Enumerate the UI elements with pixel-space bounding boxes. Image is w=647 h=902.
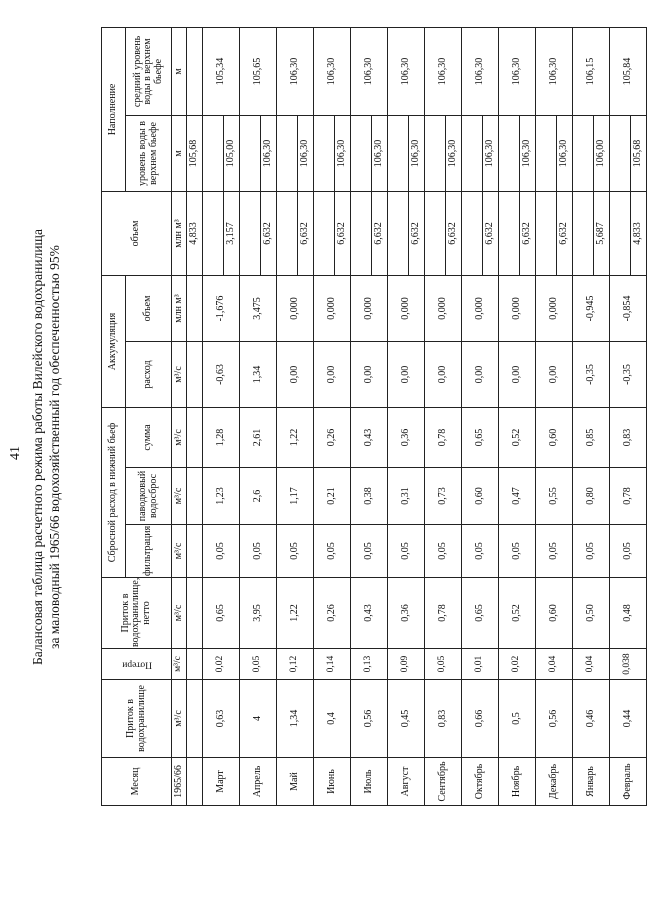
empty-cell [351,191,372,275]
inflow-cell: 0,44 [610,680,647,758]
avg-level-cell: 106,30 [388,27,425,115]
sum-cell: 0,65 [462,407,499,467]
header-water-level: уровень воды в верхнем бьефе [126,115,172,191]
filtration-cell: 0,05 [610,525,647,578]
net-inflow-cell: 1,22 [277,578,314,649]
empty-cell [388,191,409,275]
acc-flow-cell: -0,35 [610,341,647,407]
unit-cell: м³/с [172,578,187,649]
losses-cell: 0,05 [425,649,462,680]
losses-cell: 0,04 [536,649,573,680]
acc-volume-cell: 0,000 [425,275,462,341]
month-row [277,27,298,805]
empty-cell [203,115,224,191]
filtration-cell: 0,05 [425,525,462,578]
sum-cell: 2,61 [240,407,277,467]
sum-cell: 1,28 [203,407,240,467]
empty-cell [187,525,203,578]
acc-volume-cell: 0,000 [536,275,573,341]
month-row [536,27,557,805]
acc-flow-cell: 0,00 [425,341,462,407]
empty-cell [314,191,335,275]
volume-cell: 6,632 [335,191,351,275]
level-cell: 106,30 [298,115,314,191]
net-inflow-cell: 0,50 [573,578,610,649]
header-month: Месяц [102,758,172,806]
volume-cell: 3,157 [224,191,240,275]
losses-cell: 0,12 [277,649,314,680]
filtration-cell: 0,05 [351,525,388,578]
volume-cell: 4,833 [631,191,647,275]
month-row [499,27,520,805]
volume-cell: 4,833 [187,191,203,275]
month-row [573,27,594,805]
avg-level-cell: 106,30 [351,27,388,115]
empty-cell [610,191,631,275]
avg-level-cell: 106,30 [499,27,536,115]
empty-cell [187,407,203,467]
flood-spillway-cell: 0,21 [314,468,351,525]
acc-flow-cell: 1,34 [240,341,277,407]
volume-cell: 6,632 [446,191,462,275]
acc-volume-cell: 0,000 [277,275,314,341]
acc-flow-cell: -0,63 [203,341,240,407]
empty-cell [187,578,203,649]
unit-cell: м³/с [172,525,187,578]
empty-cell [536,191,557,275]
losses-cell: 0,02 [203,649,240,680]
year-label: 1965/66 [172,758,187,806]
losses-cell: 0,02 [499,649,536,680]
month-name: Август [388,758,425,806]
sum-cell: 0,60 [536,407,573,467]
unit-cell: м³/с [172,407,187,467]
unit-cell: м³/с [172,680,187,758]
volume-cell: 5,687 [594,191,610,275]
table-body [187,27,647,805]
level-cell: 106,30 [446,115,462,191]
header-volume: объем [102,191,172,275]
level-cell: 106,30 [557,115,573,191]
net-inflow-cell: 0,60 [536,578,573,649]
flood-spillway-cell: 0,80 [573,468,610,525]
filtration-cell: 0,05 [462,525,499,578]
avg-level-cell: 106,15 [573,27,610,115]
empty-cell [187,27,203,115]
filtration-cell: 0,05 [314,525,351,578]
avg-level-cell: 106,30 [462,27,499,115]
volume-cell: 6,632 [520,191,536,275]
month-name: Май [277,758,314,806]
empty-cell [203,191,224,275]
unit-cell: м [172,27,187,115]
month-row [351,27,372,805]
inflow-cell: 0,5 [499,680,536,758]
sum-cell: 1,22 [277,407,314,467]
net-inflow-cell: 3,95 [240,578,277,649]
flood-spillway-cell: 0,78 [610,468,647,525]
month-name: Февраль [610,758,647,806]
filtration-cell: 0,05 [388,525,425,578]
month-name: Октябрь [462,758,499,806]
empty-cell [499,191,520,275]
avg-level-cell: 105,34 [203,27,240,115]
flood-spillway-cell: 1,17 [277,468,314,525]
month-name: Апрель [240,758,277,806]
page-number: 41 [8,446,23,460]
volume-cell: 6,632 [483,191,499,275]
net-inflow-cell: 0,26 [314,578,351,649]
filtration-cell: 0,05 [203,525,240,578]
document-subtitle: за маловодный 1965/66 водохозяйственный год обеспеченностью 95% [47,245,62,649]
empty-cell [187,341,203,407]
volume-cell: 6,632 [557,191,573,275]
losses-cell: 0,09 [388,649,425,680]
unit-cell: м³/с [172,341,187,407]
level-cell: 105,68 [631,115,647,191]
net-inflow-cell: 0,36 [388,578,425,649]
header-acc-volume: объем [126,275,172,341]
sum-cell: 0,36 [388,407,425,467]
header-losses: Потери [102,649,172,680]
volume-cell: 6,632 [372,191,388,275]
flood-spillway-cell: 2,6 [240,468,277,525]
losses-cell: 0,01 [462,649,499,680]
losses-cell: 0,04 [573,649,610,680]
empty-cell [314,115,335,191]
month-row [388,27,409,805]
header-acc-flow: расход [126,341,172,407]
avg-level-cell: 106,30 [536,27,573,115]
level-cell: 106,30 [372,115,388,191]
net-inflow-cell: 0,48 [610,578,647,649]
flood-spillway-cell: 0,31 [388,468,425,525]
empty-cell [573,191,594,275]
volume-cell: 6,632 [409,191,425,275]
level-cell: 106,30 [335,115,351,191]
empty-cell [573,115,594,191]
filtration-cell: 0,05 [499,525,536,578]
header-sum: сумма [126,407,172,467]
empty-cell [187,680,203,758]
unit-cell: млн м³ [172,191,187,275]
unit-cell: м [172,115,187,191]
empty-cell [187,468,203,525]
unit-cell: м³/с [172,649,187,680]
acc-flow-cell: 0,00 [462,341,499,407]
unit-cell: млн м³ [172,275,187,341]
sum-cell: 0,85 [573,407,610,467]
acc-volume-cell: 0,000 [351,275,388,341]
net-inflow-cell: 0,65 [462,578,499,649]
acc-volume-cell: -1,676 [203,275,240,341]
month-row [425,27,446,805]
net-inflow-cell: 0,43 [351,578,388,649]
avg-level-cell: 105,65 [240,27,277,115]
acc-volume-cell: -0,854 [610,275,647,341]
filtration-cell: 0,05 [240,525,277,578]
sum-cell: 0,83 [610,407,647,467]
acc-flow-cell: 0,00 [277,341,314,407]
acc-flow-cell: 0,00 [499,341,536,407]
month-name: Июнь [314,758,351,806]
month-row [610,27,631,805]
losses-cell: 0,05 [240,649,277,680]
level-cell: 106,30 [261,115,277,191]
inflow-cell: 0,4 [314,680,351,758]
empty-cell [462,115,483,191]
level-cell: 106,30 [409,115,425,191]
month-name: Март [203,758,240,806]
header-filling-group: Наполнение [102,27,126,191]
header-discharge-group: Сбросной расход в нижний бьеф [102,407,126,577]
empty-cell [425,115,446,191]
month-name: Ноябрь [499,758,536,806]
acc-flow-cell: -0,35 [573,341,610,407]
month-name: Январь [573,758,610,806]
sum-cell: 0,26 [314,407,351,467]
avg-level-cell: 106,30 [277,27,314,115]
flood-spillway-cell: 0,73 [425,468,462,525]
header-inflow: Приток в водохранилище [102,680,172,758]
net-inflow-cell: 0,65 [203,578,240,649]
net-inflow-cell: 0,78 [425,578,462,649]
acc-volume-cell: 0,000 [462,275,499,341]
empty-cell [388,115,409,191]
acc-volume-cell: 0,000 [388,275,425,341]
inflow-cell: 1,34 [277,680,314,758]
empty-cell [277,191,298,275]
month-row [203,27,224,805]
flood-spillway-cell: 0,47 [499,468,536,525]
month-name: Сентябрь [425,758,462,806]
empty-cell [536,115,557,191]
sum-cell: 0,43 [351,407,388,467]
month-row [314,27,335,805]
header-accumulation-group: Аккумуляция [102,275,126,407]
empty-cell [610,115,631,191]
inflow-cell: 0,66 [462,680,499,758]
losses-cell: 0,038 [610,649,647,680]
inflow-cell: 0,63 [203,680,240,758]
unit-cell: м³/с [172,468,187,525]
losses-cell: 0,14 [314,649,351,680]
avg-level-cell: 106,30 [314,27,351,115]
net-inflow-cell: 0,52 [499,578,536,649]
avg-level-cell: 106,30 [425,27,462,115]
level-cell: 106,30 [483,115,499,191]
flood-spillway-cell: 0,38 [351,468,388,525]
header-avg-water-level: средний уровень воды в верхнем бьефе [126,27,172,115]
inflow-cell: 0,45 [388,680,425,758]
inflow-cell: 4 [240,680,277,758]
header-flood-spillway: паводковый водосброс [126,468,172,525]
month-row [462,27,483,805]
acc-flow-cell: 0,00 [351,341,388,407]
empty-cell [187,649,203,680]
level-cell: 105,00 [224,115,240,191]
filtration-cell: 0,05 [277,525,314,578]
level-cell: 106,00 [594,115,610,191]
empty-cell [462,191,483,275]
boundary-row [187,27,203,805]
sum-cell: 0,52 [499,407,536,467]
empty-cell [240,115,261,191]
header-filtration: фильтрация [126,525,172,578]
acc-flow-cell: 0,00 [388,341,425,407]
acc-flow-cell: 0,00 [536,341,573,407]
empty-cell [499,115,520,191]
inflow-cell: 0,83 [425,680,462,758]
acc-volume-cell: 0,000 [314,275,351,341]
empty-cell [351,115,372,191]
filtration-cell: 0,05 [573,525,610,578]
acc-volume-cell: 0,000 [499,275,536,341]
flood-spillway-cell: 0,55 [536,468,573,525]
acc-flow-cell: 0,00 [314,341,351,407]
month-name: Июль [351,758,388,806]
month-row [240,27,261,805]
flood-spillway-cell: 1,23 [203,468,240,525]
empty-cell [187,275,203,341]
avg-level-cell: 105,84 [610,27,647,115]
empty-cell [187,758,203,806]
empty-cell [277,115,298,191]
balance-table [101,27,647,806]
volume-cell: 6,632 [261,191,277,275]
header-net-inflow: Приток в водохранилище, нетто [102,578,172,649]
level-cell: 106,30 [520,115,536,191]
level-cell: 105,68 [187,115,203,191]
sum-cell: 0,78 [425,407,462,467]
empty-cell [240,191,261,275]
inflow-cell: 0,56 [536,680,573,758]
filtration-cell: 0,05 [536,525,573,578]
document-title: Балансовая таблица расчетного режима работы Вилейского водохранилища [30,229,45,665]
losses-cell: 0,13 [351,649,388,680]
flood-spillway-cell: 0,60 [462,468,499,525]
inflow-cell: 0,56 [351,680,388,758]
acc-volume-cell: 3,475 [240,275,277,341]
volume-cell: 6,632 [298,191,314,275]
empty-cell [425,191,446,275]
inflow-cell: 0,46 [573,680,610,758]
month-name: Декабрь [536,758,573,806]
acc-volume-cell: -0,945 [573,275,610,341]
